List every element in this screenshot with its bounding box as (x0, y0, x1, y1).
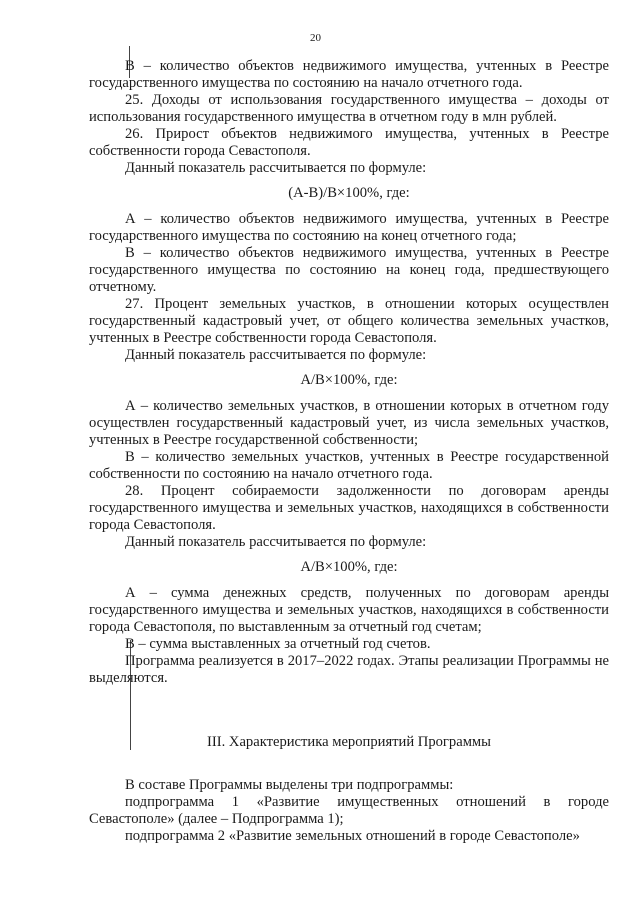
paragraph-formula-intro: Данный показатель рассчитывается по формуле: (125, 347, 427, 363)
paragraph-b-definition: В – количество земельных участков, учтенных в Реестре государственной собственности по состоянию на начало отчетного года. (89, 449, 609, 482)
paragraph-b-definition: В – количество объектов недвижимого имущества, учтенных в Реестре государственного имущества по состоянию на начало отчетного года. (89, 58, 609, 91)
paragraph-subprogram-1: подпрограмма 1 «Развитие имущественных отношений в городе Севастополе» (далее – Подпрограмма 1); (89, 794, 609, 827)
page-number: 20 (310, 32, 321, 44)
paragraph-formula-intro: Данный показатель рассчитывается по формуле: (125, 160, 427, 176)
paragraph-b-definition: В – сумма выставленных за отчетный год счетов. (125, 636, 431, 652)
paragraph-subprograms-intro: В составе Программы выделены три подпрограммы: (125, 777, 454, 793)
formula: А/В×100%, где: (300, 372, 398, 388)
paragraph-item-25: 25. Доходы от использования государственного имущества – доходы от использования государственного имущества в отчетном году в млн рублей. (89, 92, 609, 125)
paragraph-program-period: Программа реализуется в 2017–2022 годах. Этапы реализации Программы не выделяются. (89, 653, 609, 686)
section-heading: III. Характеристика мероприятий Программы (207, 734, 491, 750)
paragraph-a-definition: А – количество объектов недвижимого имущества, учтенных в Реестре государственного имущества по состоянию на конец отчетного года; (89, 211, 609, 244)
document-body (89, 58, 609, 845)
formula: А/В×100%, где: (300, 559, 398, 575)
paragraph-formula-intro: Данный показатель рассчитывается по формуле: (125, 534, 427, 550)
paragraph-item-28: 28. Процент собираемости задолженности по договорам аренды государственного имущества и земельных участков, находящихся в собственности города Севастополя. (89, 483, 609, 533)
paragraph-item-26: 26. Прирост объектов недвижимого имущества, учтенных в Реестре собственности города Севастополя. (89, 126, 609, 159)
paragraph-b-definition: В – количество объектов недвижимого имущества, учтенных в Реестре государственного имущества по состоянию на конец года, предшествующего отчетному. (89, 245, 609, 295)
paragraph-item-27: 27. Процент земельных участков, в отношении которых осуществлен государственный кадастровый учет, от общего количества земельных участков, учтенных в Реестре собственности города Севастополя. (89, 296, 609, 346)
paragraph-a-definition: А – количество земельных участков, в отношении которых в отчетном году осуществлен государственный кадастровый учет, из числа земельных участков, учтенных в Реестре государственной собственности; (89, 398, 609, 448)
paragraph-subprogram-2: подпрограмма 2 «Развитие земельных отношений в городе Севастополе» (125, 828, 580, 844)
paragraph-a-definition: А – сумма денежных средств, полученных по договорам аренды государственного имущества и земельных участков, находящихся в собственности города Севастополя, по выставленным за отчетный год счетам; (89, 585, 609, 635)
formula: (А-В)/В×100%, где: (288, 185, 410, 201)
